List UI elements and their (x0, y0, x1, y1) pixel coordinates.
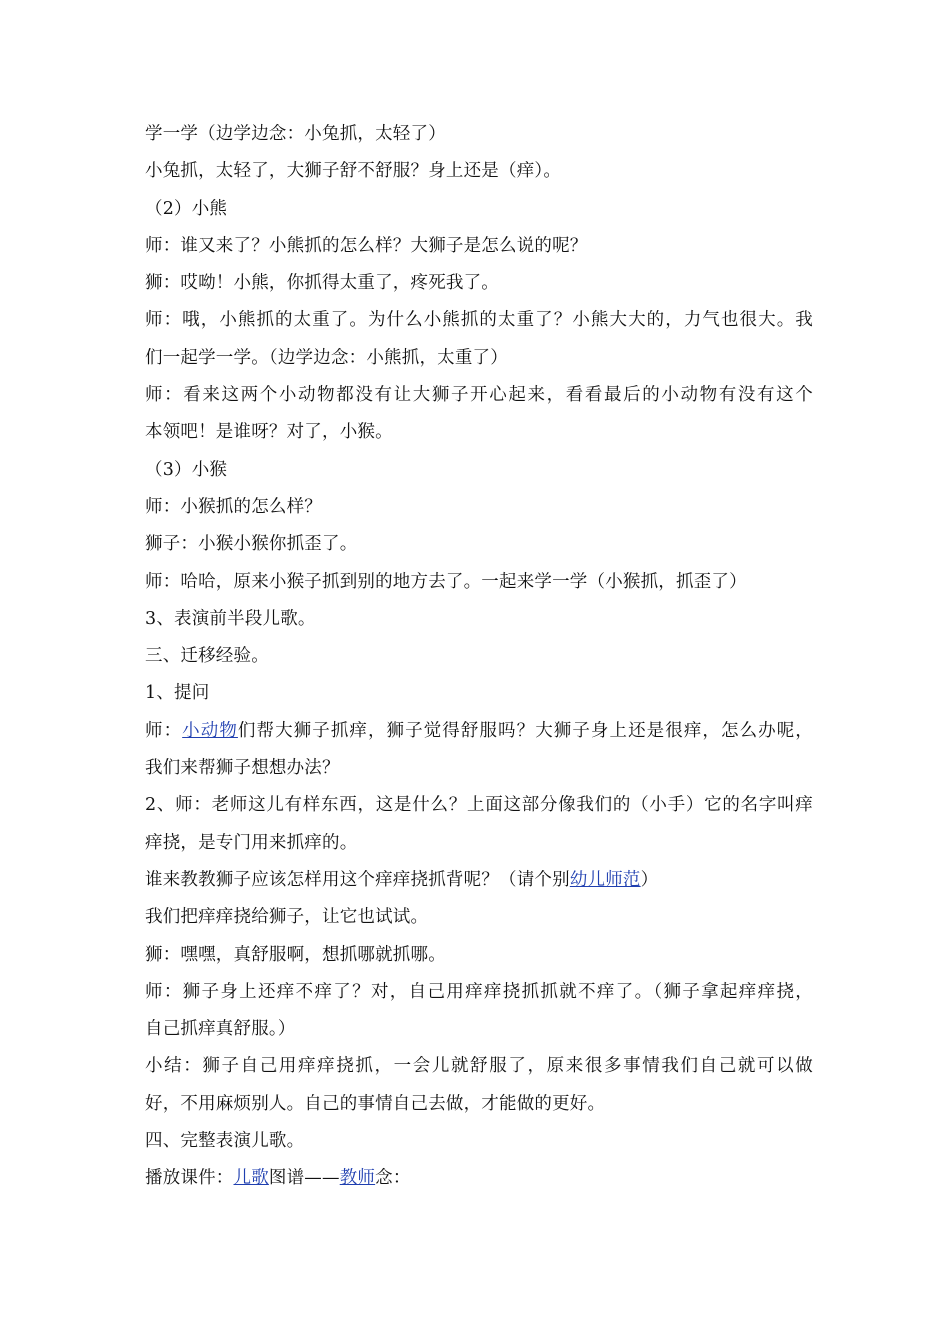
paragraph-line: 自己抓痒真舒服。） (145, 1019, 296, 1040)
paragraph-line: 们一起学一学。（边学边念：小熊抓，太重了） (145, 347, 508, 368)
paragraph-line: 师：哈哈，原来小猴子抓到别的地方去了。一起来学一学（小猴抓，抓歪了） (145, 571, 747, 592)
paragraph-line: 3、表演前半段儿歌。 (145, 608, 316, 629)
line-text: 播放课件： (145, 1168, 234, 1189)
link-teacher[interactable]: 教师 (339, 1168, 376, 1189)
paragraph-line: 狮：哎呦！小熊，你抓得太重了，疼死我了。 (145, 273, 499, 294)
paragraph-line: 好，不用麻烦别人。自己的事情自己去做，才能做的更好。 (145, 1093, 606, 1114)
paragraph-line: 学一学（边学边念：小兔抓，太轻了） (145, 124, 446, 144)
link-nursery-rhyme[interactable]: 儿歌 (233, 1168, 269, 1189)
section-heading-perform: 四、完整表演儿歌。 (145, 1131, 305, 1152)
line-text: 们帮大狮子抓痒，狮子觉得舒服吗？大狮子身上还是很痒，怎么办呢， (237, 720, 814, 741)
paragraph-line (145, 862, 813, 899)
section-heading-monkey: （3）小猴 (145, 459, 228, 480)
paragraph-line: 狮子：小猴小猴你抓歪了。 (145, 534, 358, 555)
paragraph-line: 我们把痒痒挠给狮子，让它也试试。 (145, 907, 429, 928)
paragraph-line: 小结：狮子自己用痒痒挠抓，一会儿就舒服了，原来很多事情我们自己就可以做 (145, 1056, 813, 1077)
line-text: 念： (375, 1168, 411, 1189)
paragraph-line: 本领吧！是谁呀？对了，小猴。 (145, 422, 393, 443)
paragraph-line: 我们来帮狮子想想办法？ (145, 758, 340, 779)
paragraph-line (145, 1160, 813, 1197)
line-text: ） (640, 869, 659, 890)
paragraph-line: 小兔抓，太轻了，大狮子舒不舒服？身上还是（痒）。 (145, 161, 562, 182)
link-preschool-normal[interactable]: 幼儿师范 (569, 869, 641, 890)
line-text: 师： (145, 720, 183, 741)
paragraph-line: 师：看来这两个小动物都没有让大狮子开心起来，看看最后的小动物有没有这个 (145, 385, 813, 406)
link-small-animals[interactable]: 小动物 (182, 720, 238, 741)
paragraph-line (145, 713, 813, 750)
paragraph-line: 师：小猴抓的怎么样？ (145, 496, 322, 517)
paragraph-line: 师：狮子身上还痒不痒了？对，自己用痒痒挠抓抓就不痒了。（狮子拿起痒痒挠， (145, 981, 813, 1002)
paragraph-line: 2、师：老师这儿有样东西，这是什么？上面这部分像我们的（小手）它的名字叫痒 (145, 795, 813, 816)
paragraph-line: 狮：嘿嘿，真舒服啊，想抓哪就抓哪。 (145, 944, 446, 965)
section-heading-transfer: 三、迁移经验。 (145, 646, 269, 667)
paragraph-line: 1、提问 (145, 683, 210, 704)
section-heading-bear: （2）小熊 (145, 198, 228, 219)
document-body (145, 116, 813, 1198)
paragraph-line: 师：谁又来了？小熊抓的怎么样？大狮子是怎么说的呢？ (145, 235, 588, 256)
line-text: 谁来教教狮子应该怎样用这个痒痒挠抓背呢？（请个别 (145, 869, 570, 890)
line-text: 图谱—— (268, 1168, 340, 1189)
paragraph-line: 师：哦，小熊抓的太重了。为什么小熊抓的太重了？小熊大大的，力气也很大。我 (145, 310, 813, 331)
paragraph-line: 痒挠，是专门用来抓痒的。 (145, 832, 358, 853)
